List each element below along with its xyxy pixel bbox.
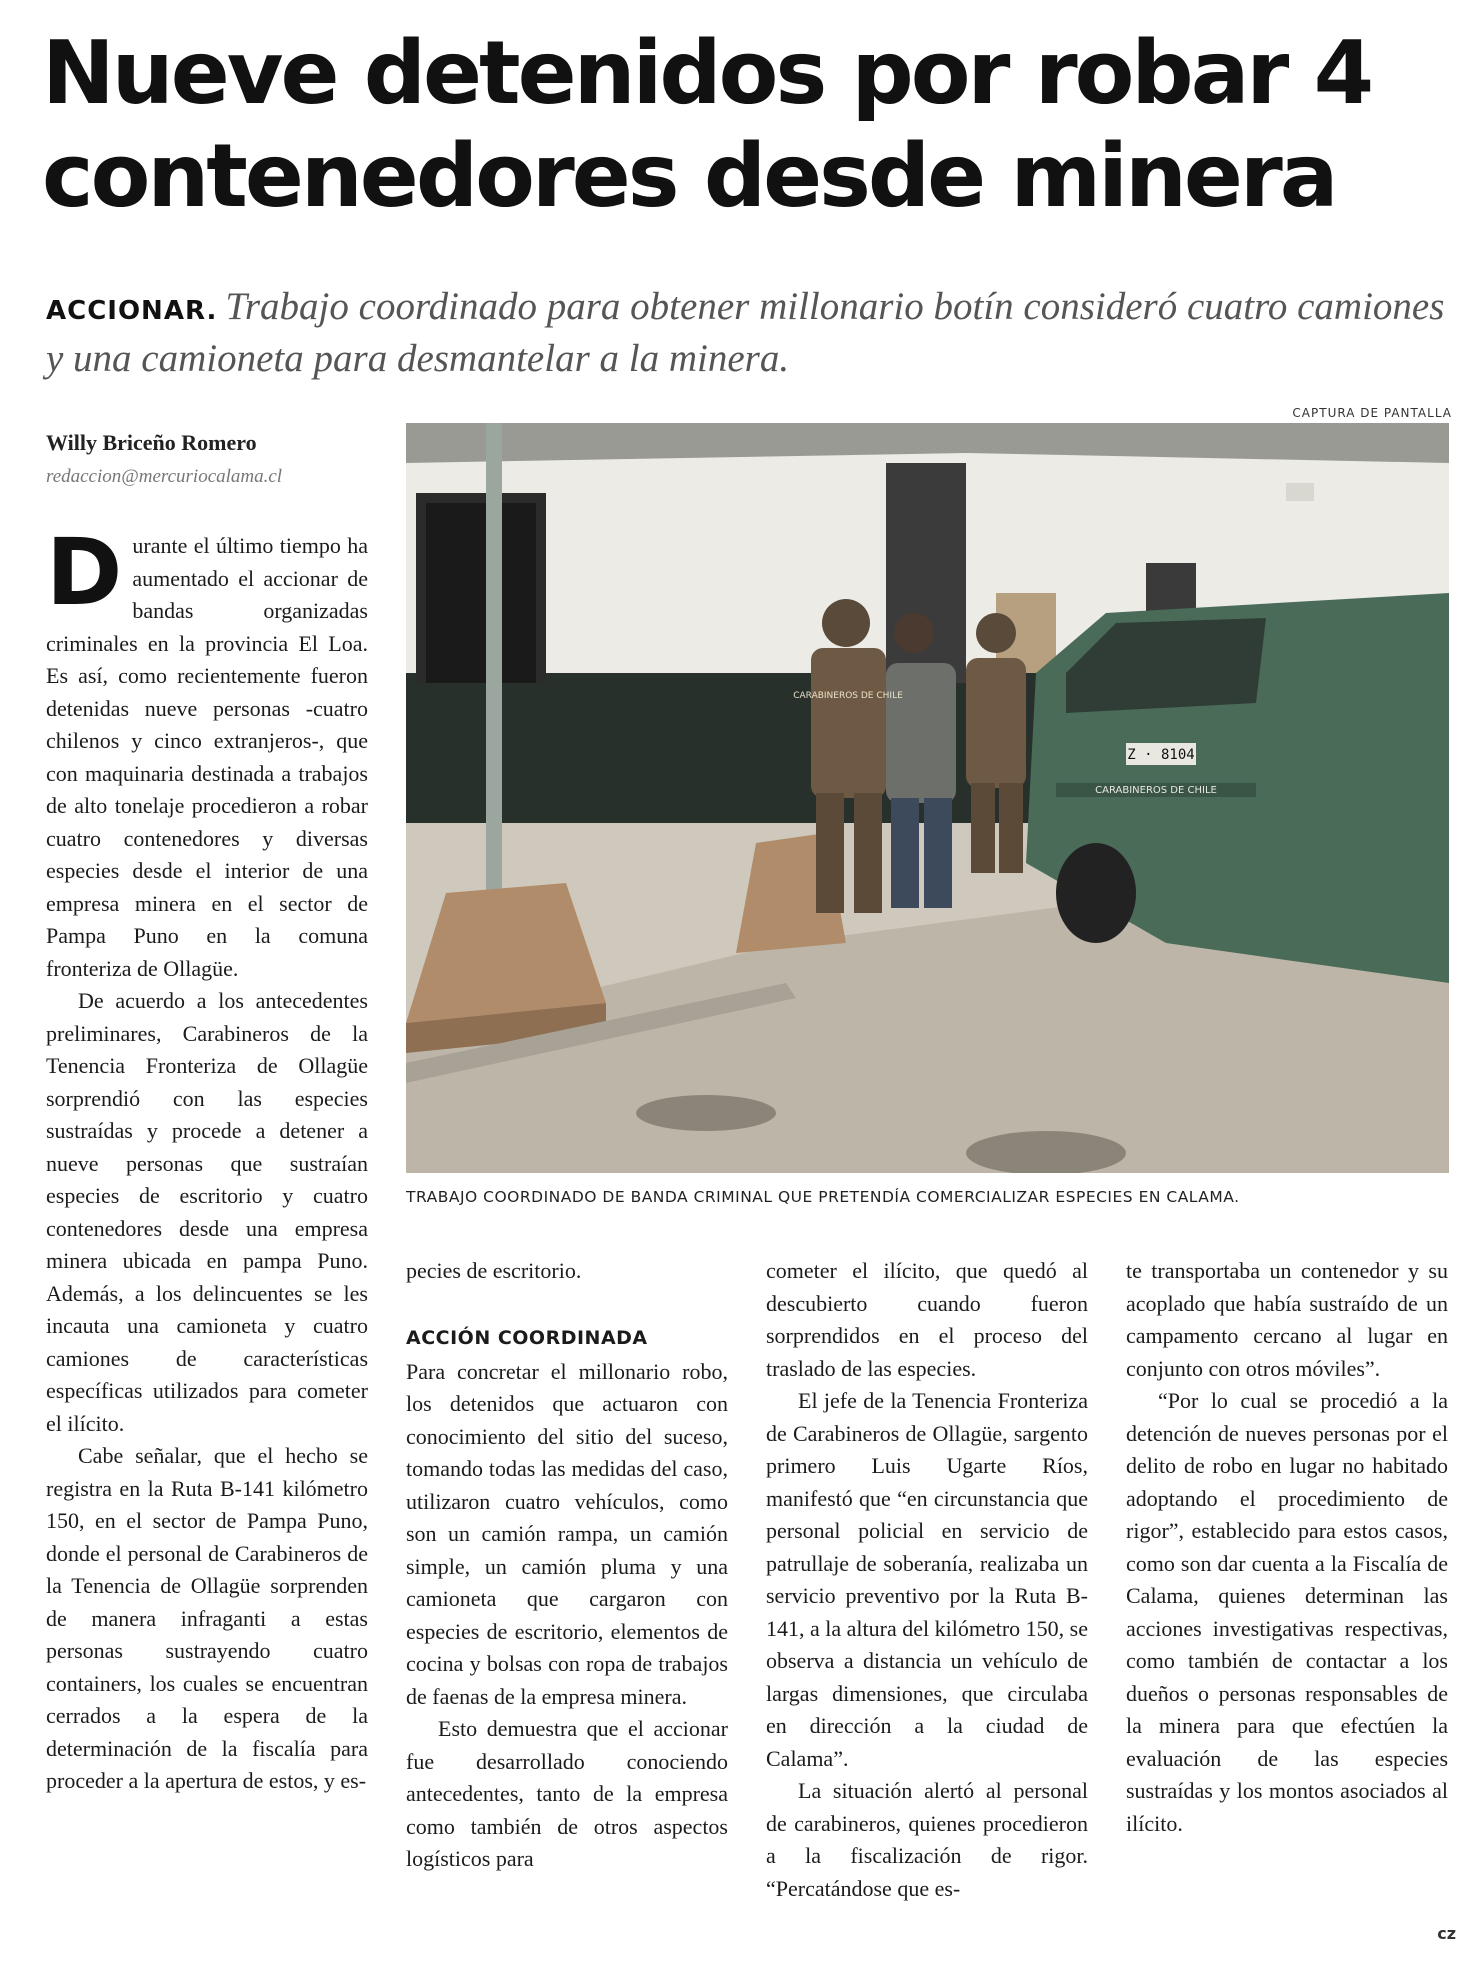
byline-email: redaccion@mercuriocalama.cl [46,466,283,487]
end-mark: cz [1437,1924,1456,1943]
article-column-2 [406,1255,728,1876]
lead-text: urante el último tiempo ha aumentado el accionar de bandas organizadas criminales en la provincia El Loa. Es así, como recientemente fueron detenidas nueve personas -cuatro chilenos y cinco extranjeros-, que con maquinaria destinada a trabajos de alto tonelaje procedieron a robar cuatro contenedores y diversas especies desde el interior de una empresa minera en el sector de Pampa Puno en la comuna fronteriza de Ollagüe. [46,533,368,981]
photo-credit: CAPTURA DE PANTALLA [1292,406,1452,420]
paragraph: Para concretar el millonario robo, los detenidos que actuaron con conocimiento del sitio del suceso, tomando todas las medidas del caso, utilizaron cuatro vehículos, como son un camión rampa, un camión simple, un camión pluma y una camioneta que cargaron con especies de escritorio, elementos de cocina y bolsas con ropa de trabajos de faenas de la empresa minera. [406,1358,728,1709]
paragraph-continued: pecies de escritorio. [406,1258,582,1283]
license-plate: Z · 8104 [1127,747,1195,763]
photo-caption: TRABAJO COORDINADO DE BANDA CRIMINAL QUE PRETENDÍA COMERCIALIZAR ESPECIES EN CALAMA. [406,1188,1240,1206]
drop-cap: D [46,519,123,626]
headline: Nueve detenidos por robar 4 contenedores desde minera [42,22,1372,227]
paragraph-continued: te transportaba un contenedor y su acoplado que había sustraído de un campamento cercano al lugar en conjunto con otros móviles”. [1126,1258,1448,1381]
paragraph: Cabe señalar, que el hecho se registra en la Ruta B-141 kilómetro 150, en el sector de Pampa Puno, donde el personal de Carabineros de la Tenencia de Ollagüe sorprenden de manera infraganti a estas personas sustrayendo cuatro containers, los cuales se encuentran cerrados a la espera de la determinación de la fiscalía para proceder a la apertura de estos, y es- [46,1443,368,1793]
deck [46,283,1446,383]
paragraph: La situación alertó al personal de carabineros, quienes procedieron a la fiscalización de rigor. “Percatándose que es- [766,1778,1088,1901]
article-column-4 [1126,1255,1448,1840]
article-column-1 [46,519,368,1798]
section-subhead: ACCIÓN COORDINADA [406,1326,648,1349]
car-lettering: CARABINEROS DE CHILE [1095,785,1217,796]
deck-text: Trabajo coordinado para obtener millonario botín consideró cuatro camiones y una camioneta para desmantelar a la minera. [46,285,1445,380]
paragraph: “Por lo cual se procedió a la detención de nueves personas por el delito de robo en lugar no habitado adoptando el procedimiento de rigor”, establecido para estos casos, como son dar cuenta a la Fiscalía de Calama, quienes determinan las acciones investigativas respectivas, como también de contactar a los dueños o personas responsables de la minera para que efectúen la evaluación de las especies sustraídas y los montos asociados al ilícito. [1126,1388,1448,1836]
photo-illustration [406,423,1449,1173]
news-photo [406,423,1449,1173]
article-column-3 [766,1255,1088,1905]
paragraph: El jefe de la Tenencia Fronteriza de Carabineros de Ollagüe, sargento primero Luis Ugarte Ríos, manifestó que “en circunstancia que personal policial en servicio de patrullaje de soberanía, realizaba un servicio preventivo por la Ruta B-141, a la altura del kilómetro 150, se observa a distancia un vehículo de largas dimensiones, que circulaba en dirección a la ciudad de Calama”. [766,1388,1088,1771]
paragraph: De acuerdo a los antecedentes preliminares, Carabineros de la Tenencia Fronteriza de Ollagüe sorprendió con las especies sustraídas y procede a detener a nueve personas que sustraían especies de escritorio y cuatro contenedores desde una empresa minera ubicada en pampa Puno. Además, a los delincuentes se les incauta una camioneta y cuatro camiones de características específicas utilizados para cometer el ilícito. [46,988,368,1436]
deck-kicker: ACCIONAR. [46,296,218,326]
paragraph: Esto demuestra que el accionar fue desarrollado conociendo antecedentes, tanto de la empresa como también de otros aspectos logísticos para [406,1716,728,1871]
byline-author: Willy Briceño Romero [46,430,257,455]
paragraph-lead [46,519,368,985]
paragraph-continued: cometer el ilícito, que quedó al descubierto cuando fueron sorprendidos en el proceso del traslado de las especies. [766,1258,1088,1381]
vest-label: CARABINEROS DE CHILE [793,691,903,701]
